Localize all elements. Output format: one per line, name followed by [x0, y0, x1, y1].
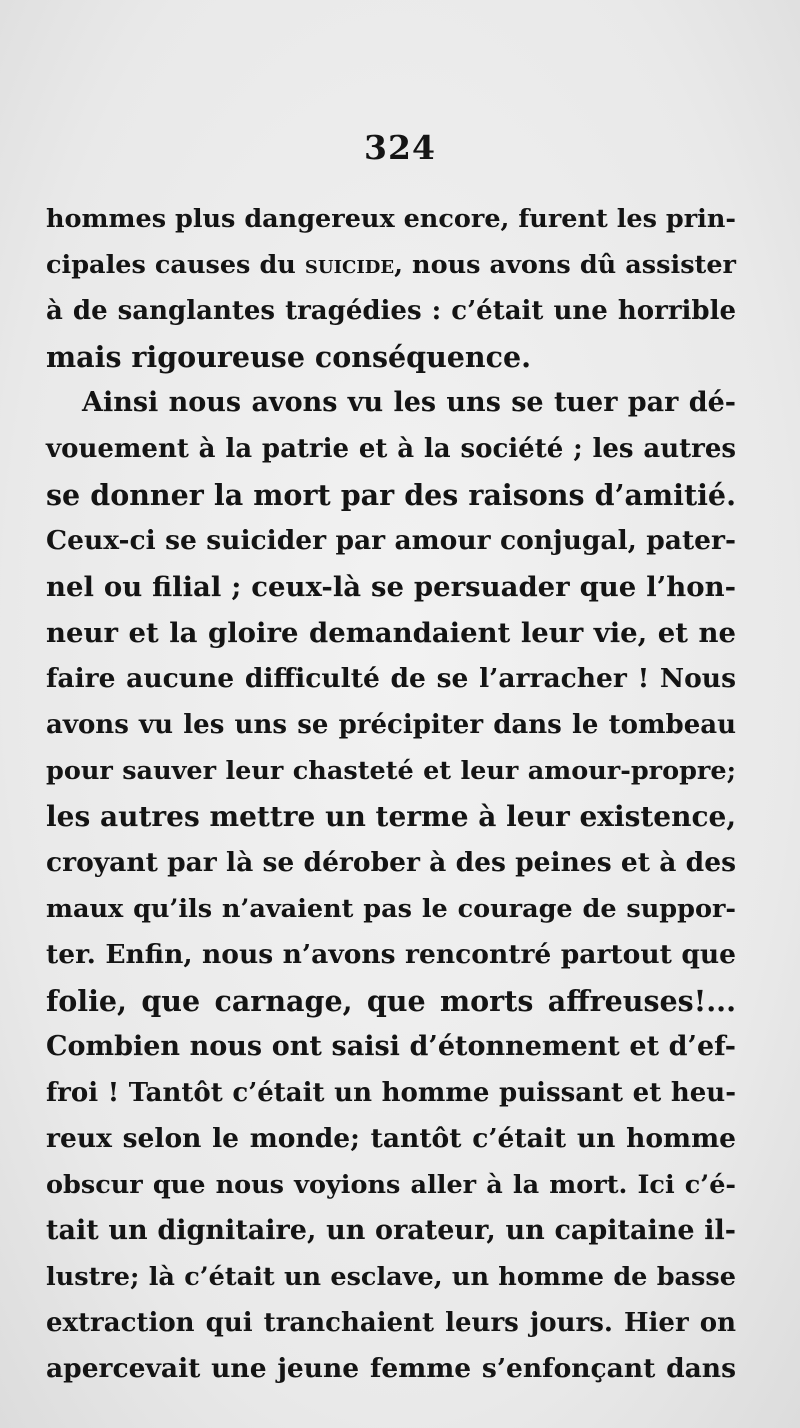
text-line: lustre; là c’était un esclave, un homme de basse — [46, 1262, 736, 1292]
text-line: obscur que nous voyions aller à la mort. Ici c’é- — [46, 1170, 736, 1200]
text-line — [46, 242, 736, 288]
text-line: croyant par là se dérober à des peines et à des — [46, 847, 736, 878]
text-line: froi ! Tantôt c’était un homme puissant et heu- — [46, 1078, 736, 1108]
text-line: reux selon le monde; tantôt c’était un homme — [46, 1123, 736, 1154]
text-line: avons vu les uns se précipiter dans le tombeau — [46, 710, 736, 740]
text-line: ter. Enfin, nous n’avons rencontré partout que — [46, 939, 736, 970]
text-line: Combien nous ont saisi d’étonnement et d’ef- — [46, 1031, 736, 1062]
text-line: pour sauver leur chasteté et leur amour-propre; — [46, 756, 736, 786]
text-line: mais rigoureuse conséquence. — [46, 340, 532, 374]
text-line: se donner la mort par des raisons d’amitié. — [46, 478, 736, 512]
text-line: à de sanglantes tragédies : c’était une horrible — [46, 296, 736, 326]
text-segment: , nous avons dû assister — [394, 250, 736, 280]
text-line: Ceux-ci se suicider par amour conjugal, pater- — [46, 525, 736, 556]
text-line: tait un dignitaire, un orateur, un capitaine il- — [46, 1215, 736, 1246]
text-line: vouement à la patrie et à la société ; les autres — [46, 434, 736, 464]
text-segment: cipales causes du — [46, 250, 305, 280]
text-line: les autres mettre un terme à leur existence, — [46, 800, 737, 833]
text-line: Ainsi nous avons vu les uns se tuer par dé- — [82, 387, 736, 418]
smallcaps-word: suicide — [304, 250, 395, 280]
text-line: maux qu’ils n’avaient pas le courage de suppor- — [46, 894, 736, 924]
text-line: nel ou filial ; ceux-là se persuader que l’hon- — [46, 571, 736, 603]
text-line: hommes plus dangereux encore, furent les prin- — [46, 204, 736, 234]
page-number: 324 — [364, 128, 436, 167]
text-line: extraction qui tranchaient leurs jours. Hier on — [46, 1308, 736, 1338]
text-line: folie, que carnage, que morts affreuses!... — [46, 984, 736, 1018]
text-line: neur et la gloire demandaient leur vie, et ne — [46, 617, 736, 649]
text-line: apercevait une jeune femme s’enfonçant dans — [46, 1353, 736, 1384]
text-line: faire aucune difficulté de se l’arracher ! Nous — [46, 663, 736, 694]
body-text — [46, 196, 736, 1392]
